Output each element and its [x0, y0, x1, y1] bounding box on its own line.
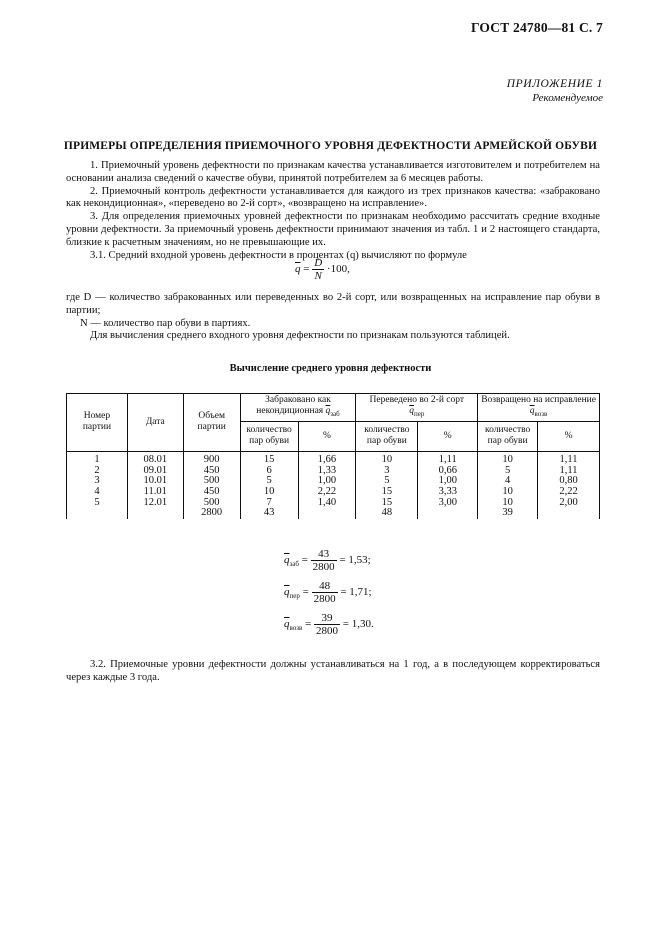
cell: 48: [356, 508, 418, 519]
eq-numerator: 39: [314, 612, 340, 625]
cell: 1,00: [298, 476, 356, 487]
cell: 2: [67, 466, 128, 477]
eq-numerator: 43: [311, 548, 337, 561]
cell: 10: [478, 498, 538, 509]
header-pct: %: [538, 421, 600, 451]
cell: 15: [240, 451, 298, 465]
appendix-label: ПРИЛОЖЕНИЕ 1: [506, 78, 603, 90]
cell: 1,66: [298, 451, 356, 465]
cell: 1,00: [418, 476, 478, 487]
eq-result: = 1,71;: [340, 586, 372, 599]
header-date: Дата: [127, 394, 183, 452]
table-row: [67, 451, 600, 465]
formula-fraction: [312, 257, 324, 282]
where-d: где D — количество забракованных или переведенных во 2-й сорт, или возвращенных на исправление пар обуви в партии;: [66, 292, 600, 316]
cell: [67, 508, 128, 519]
cell: 500: [183, 476, 240, 487]
cell: 450: [183, 487, 240, 498]
main-formula: $\overline{q}$ = $\frac{D}{N}$ ·100,: [295, 257, 350, 282]
cell: 4: [478, 476, 538, 487]
equation-rejected: $\overline{q}_{заб}$ = $\frac{43}{2800}$ = 1,53;: [284, 548, 371, 573]
cell: 15: [356, 487, 418, 498]
cell: 500: [183, 498, 240, 509]
header-qty: количество пар обуви: [478, 421, 538, 451]
eq-sub: пер: [289, 592, 300, 601]
cell: 0,80: [538, 476, 600, 487]
header-qty: количество пар обуви: [356, 421, 418, 451]
eq-symbol: $\overline{q}$: [284, 554, 290, 567]
cell: 1,11: [538, 451, 600, 465]
cell: 5: [356, 476, 418, 487]
appendix-status: Рекомендуемое: [532, 92, 603, 104]
cell: 12.01: [127, 498, 183, 509]
defect-table: [66, 393, 600, 519]
cell: 5: [240, 476, 298, 487]
header-volume: Объем партии: [183, 394, 240, 452]
body-text-top: [66, 160, 600, 262]
body-text-where: [66, 292, 600, 343]
paragraph-2: 2. Приемочный контроль дефектности устанавливается для каждого из трех признаков качества: «забраковано как некондиционная», «переведено во 2-й сорт», «возвращено на исправление».: [66, 185, 600, 210]
formula-lhs: $\overline{q}$: [295, 263, 301, 276]
cell: 6: [240, 466, 298, 477]
cell: 2,22: [538, 487, 600, 498]
header-pct: %: [418, 421, 478, 451]
page-header: ГОСТ 24780—81 С. 7: [470, 20, 603, 35]
eq-sub: заб: [289, 560, 299, 569]
cell: 7: [240, 498, 298, 509]
cell: 450: [183, 466, 240, 477]
cell: 1,11: [418, 451, 478, 465]
cell: 3,00: [418, 498, 478, 509]
formula-tail: ·100,: [326, 263, 350, 276]
table-caption: Вычисление среднего уровня дефектности: [229, 363, 432, 374]
cell: 1: [67, 451, 128, 465]
eq-denominator: 2800: [316, 625, 339, 637]
table-row: [67, 498, 600, 509]
cell: [418, 508, 478, 519]
cell: 10: [478, 451, 538, 465]
eq-result: = 1,30.: [342, 618, 374, 631]
header-rejected-label: Забраковано как некондиционная: [256, 395, 331, 416]
cell: 1,11: [538, 466, 600, 477]
table-intro: Для вычисления среднего входного уровня дефектности по признакам пользуются таблицей.: [90, 330, 510, 342]
cell: 0,66: [418, 466, 478, 477]
eq-denominator: 2800: [312, 561, 335, 573]
eq-symbol: $\overline{q}$: [284, 618, 290, 631]
paragraph-3: 3. Для определения приемочных уровней дефектности по признакам необходимо рассчитать средние входные уровни дефектности. За приемочный уровень дефектности принимают значения из табл. 1 и 2 настоящего стандарта, близкие к расчетным значениям, но не превышающие их.: [66, 211, 600, 248]
header-rejected-sub: заб: [330, 409, 340, 418]
equation-returned: $\overline{q}_{возв}$ = $\frac{39}{2800}$ = 1,30.: [284, 612, 374, 637]
cell: 4: [67, 487, 128, 498]
header-returned: [478, 394, 600, 422]
where-n: N — количество пар обуви в партиях.: [80, 317, 251, 329]
cell: 10.01: [127, 476, 183, 487]
cell: 3: [67, 476, 128, 487]
cell: 11.01: [127, 487, 183, 498]
formula-denominator: N: [314, 270, 322, 282]
header-downgraded-sub: пер: [413, 409, 425, 418]
cell: [127, 508, 183, 519]
header-returned-sub: возв: [534, 409, 548, 418]
cell: 10: [240, 487, 298, 498]
cell: 10: [478, 487, 538, 498]
header-downgraded-label: Переведено во 2-й сорт: [369, 395, 465, 405]
cell: 1,40: [298, 498, 356, 509]
paragraph-1: 1. Приемочный уровень дефектности по признакам качества устанавливается изготовителем и потребителем на основании анализа сведений о качестве обуви, принятой потребителем за 6 месяцев работы.: [66, 160, 600, 184]
header-batch-no: Номер партии: [67, 394, 128, 452]
eq-numerator: 48: [312, 580, 338, 593]
header-downgraded: [356, 394, 478, 422]
cell: 2,00: [538, 498, 600, 509]
cell: 3: [356, 466, 418, 477]
equation-downgraded: $\overline{q}_{пер}$ = $\frac{48}{2800}$ = 1,71;: [284, 580, 372, 605]
eq-symbol: $\overline{q}$: [284, 586, 290, 599]
header-qty: количество пар обуви: [240, 421, 298, 451]
cell: 09.01: [127, 466, 183, 477]
page-title: ПРИМЕРЫ ОПРЕДЕЛЕНИЯ ПРИЕМОЧНОГО УРОВНЯ ДЕФЕКТНОСТИ АРМЕЙСКОЙ ОБУВИ: [63, 140, 598, 152]
cell: 900: [183, 451, 240, 465]
formula-numerator: D: [314, 257, 323, 269]
cell: 2,22: [298, 487, 356, 498]
header-rejected: [240, 394, 356, 422]
cell: 3,33: [418, 487, 478, 498]
eq-result: = 1,53;: [339, 554, 371, 567]
paragraph-3-2: 3.2. Приемочные уровни дефектности должны устанавливаться на 1 год, а в последующем корректироваться через каждые 3 года.: [66, 659, 600, 683]
cell: 10: [356, 451, 418, 465]
eq-denominator: 2800: [313, 593, 336, 605]
cell: 39: [478, 508, 538, 519]
cell: 1,33: [298, 466, 356, 477]
cell: 43: [240, 508, 298, 519]
cell: [538, 508, 600, 519]
header-returned-label: Возвращено на исправление: [481, 395, 596, 405]
header-returned-symbol: $\overline{q}$: [529, 406, 535, 416]
paragraph-3-1: 3.1. Средний входной уровень дефектности в процентах (q) вычисляют по формуле: [90, 249, 467, 261]
totals-row: [67, 508, 600, 519]
cell: [298, 508, 356, 519]
cell: 15: [356, 498, 418, 509]
body-text-bottom: [66, 659, 600, 685]
header-rejected-symbol: $\overline{q}$: [325, 406, 331, 416]
eq-sub: возв: [289, 624, 303, 633]
cell: 08.01: [127, 451, 183, 465]
cell: 5: [478, 466, 538, 477]
cell: 2800: [183, 508, 240, 519]
cell: 5: [67, 498, 128, 509]
header-downgraded-symbol: $\overline{q}$: [409, 406, 414, 416]
header-pct: %: [298, 421, 356, 451]
